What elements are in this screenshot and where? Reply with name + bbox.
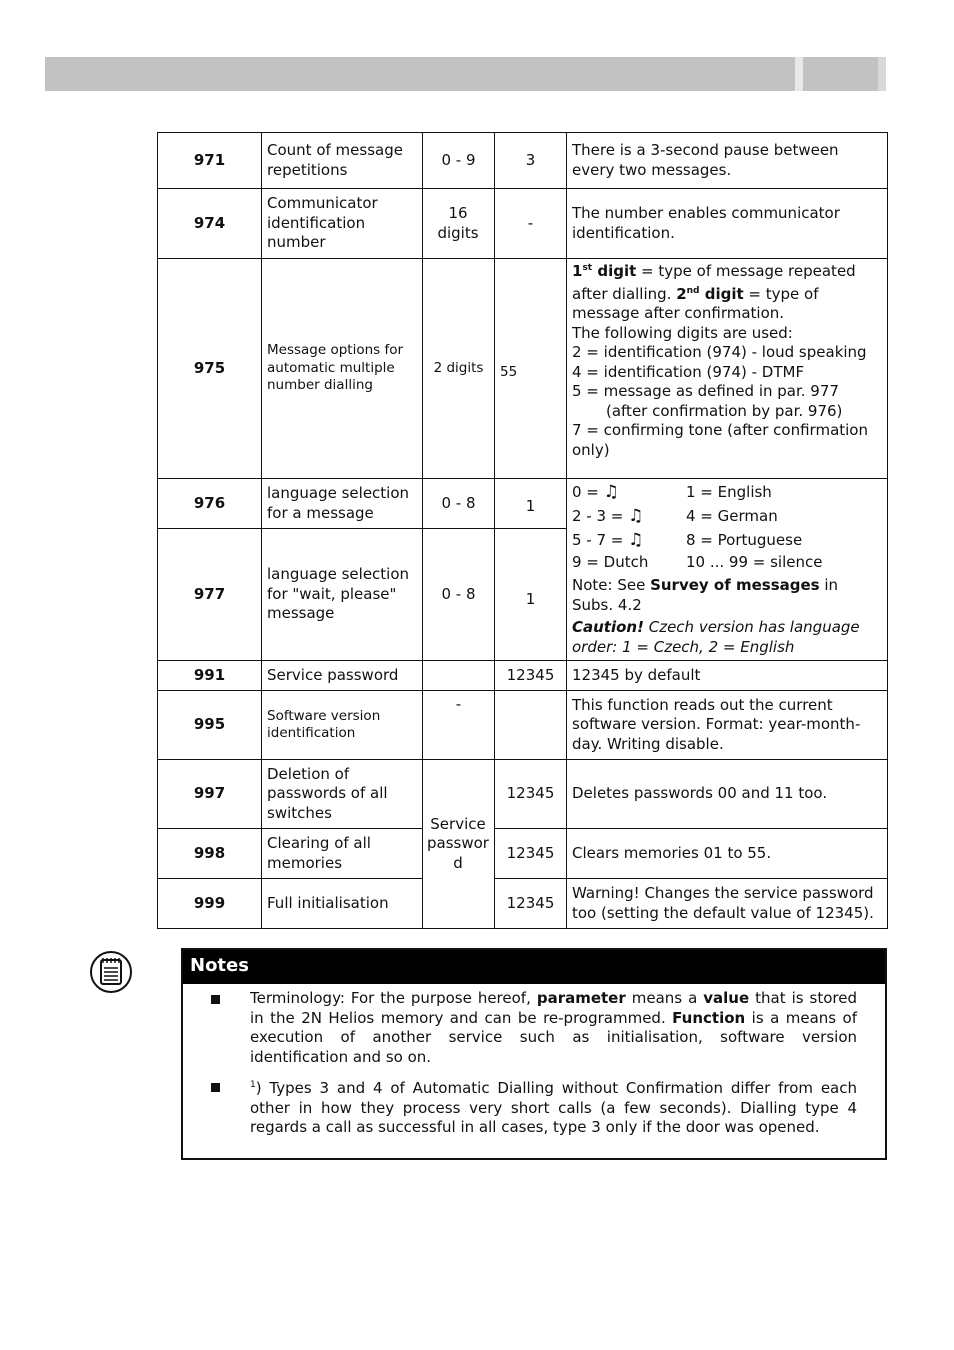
digit-option-continued: (after confirmation by par. 976) [606, 401, 843, 420]
param-note: Clears memories 01 to 55. [572, 843, 772, 862]
param-description: Service password [267, 665, 399, 684]
digit-option: 4 = identification (974) - DTMF [572, 362, 805, 381]
notes-title: Notes [183, 950, 885, 984]
param-default: 12345 [506, 784, 555, 803]
language-code: 2 - 3 = ♫ [572, 506, 644, 526]
language-code: 8 = Portuguese [686, 531, 803, 549]
param-default: 3 [525, 150, 536, 169]
note-terminology: Terminology: For the purpose hereof, parameter means a value that is stored in the 2N Helios memory and can be re-programmed. Function is a means of execution of another service such as initialisation, software version identification and so on. [250, 989, 858, 1066]
param-default: 12345 [506, 843, 555, 862]
param-number: 971 [193, 150, 226, 169]
param-note: Warning! Changes the service password too (setting the default value of 12345). [572, 884, 874, 922]
language-code: 9 = Dutch [572, 553, 649, 571]
table-border-right [887, 132, 888, 929]
digit-definition: 1st digit = type of message repeated after dialling. 2nd digit = type of message after confirmation. [572, 262, 856, 322]
param-range: 0 - 8 [441, 493, 476, 512]
param-range [423, 661, 494, 690]
param-range: 0 - 9 [441, 150, 476, 169]
param-number: 976 [193, 493, 226, 512]
param-note: This function reads out the current software version. Format: year-month-day. Writing disable. [572, 695, 861, 753]
param-default: 1 [525, 497, 536, 516]
param-description: Software version identification [267, 707, 381, 741]
table-border-bottom [157, 928, 888, 929]
param-note: There is a 3-second pause between every two messages. [572, 141, 839, 179]
language-code: 5 - 7 = ♫ [572, 530, 644, 550]
param-number: 998 [193, 843, 226, 862]
param-note: The number enables communicator identification. [572, 204, 840, 242]
bullet-icon [211, 1083, 220, 1092]
param-number: 977 [193, 584, 226, 603]
param-description: Clearing of all memories [267, 834, 371, 872]
param-number: 995 [193, 715, 226, 734]
notes-box [181, 948, 887, 1160]
caution-note: Caution! Czech version has language order: 1 = Czech, 2 = English [572, 618, 860, 656]
param-default: - [527, 213, 534, 232]
language-code: 1 = English [686, 483, 772, 501]
music-note-icon: ♫ [628, 506, 644, 526]
digits-intro: The following digits are used: [572, 323, 793, 342]
survey-note: Note: See Survey of messages in Subs. 4.2 [572, 576, 839, 614]
param-number: 991 [193, 665, 226, 684]
notepad-icon [89, 950, 133, 994]
param-note: 12345 by default [572, 665, 701, 684]
note-dialling-types: $^1$) Types 3 and 4 of Automatic Dialling without Confirmation differ from each other in how they process very short calls (a few seconds). Dialling type 4 regards a call as successful in all cases, type 3 only if the door was opened. [250, 1079, 857, 1136]
language-note [572, 479, 884, 660]
digit-option: 7 = confirming tone (after confirmation only) [572, 421, 868, 459]
language-code: 4 = German [686, 507, 778, 525]
service-password-range: Service passwor d [427, 814, 489, 872]
param-note: Deletes passwords 00 and 11 too. [572, 784, 828, 803]
param-default: 12345 [506, 665, 555, 684]
music-note-icon: ♫ [603, 482, 619, 502]
param-description: Communicator identification number [267, 194, 378, 252]
param-description: Message options for automatic multiple number dialling [267, 342, 404, 394]
second-digit-label: 2nd digit [676, 284, 744, 303]
param-range: 16 digits [437, 204, 479, 242]
digit-option: 5 = message as defined in par. 977 [572, 382, 839, 400]
first-digit-label: 1st digit [572, 262, 637, 280]
param-default: 12345 [506, 893, 555, 912]
param-note-975 [572, 259, 884, 478]
language-code: 10 ... 99 = silence [686, 553, 823, 571]
param-description: Count of message repetitions [267, 141, 403, 179]
param-description: language selection for a message [267, 484, 410, 522]
param-number: 999 [193, 893, 226, 912]
param-description: language selection for "wait, please" message [267, 565, 410, 623]
param-description: Full initialisation [267, 893, 389, 912]
digit-option: 2 = identification (974) - loud speaking [572, 343, 867, 361]
param-number: 974 [193, 213, 226, 232]
param-number: 997 [193, 784, 226, 803]
music-note-icon: ♫ [628, 530, 644, 550]
param-range: - [455, 695, 462, 713]
param-range: 0 - 8 [441, 584, 476, 603]
param-default: 1 [525, 590, 536, 609]
param-description: Deletion of passwords of all switches [267, 764, 388, 822]
param-default: 55 [500, 364, 518, 380]
param-number: 975 [193, 358, 226, 377]
bullet-icon [211, 995, 220, 1004]
param-range: 2 digits [433, 359, 484, 376]
param-default [495, 691, 566, 759]
language-code: 0 = ♫ [572, 482, 619, 502]
